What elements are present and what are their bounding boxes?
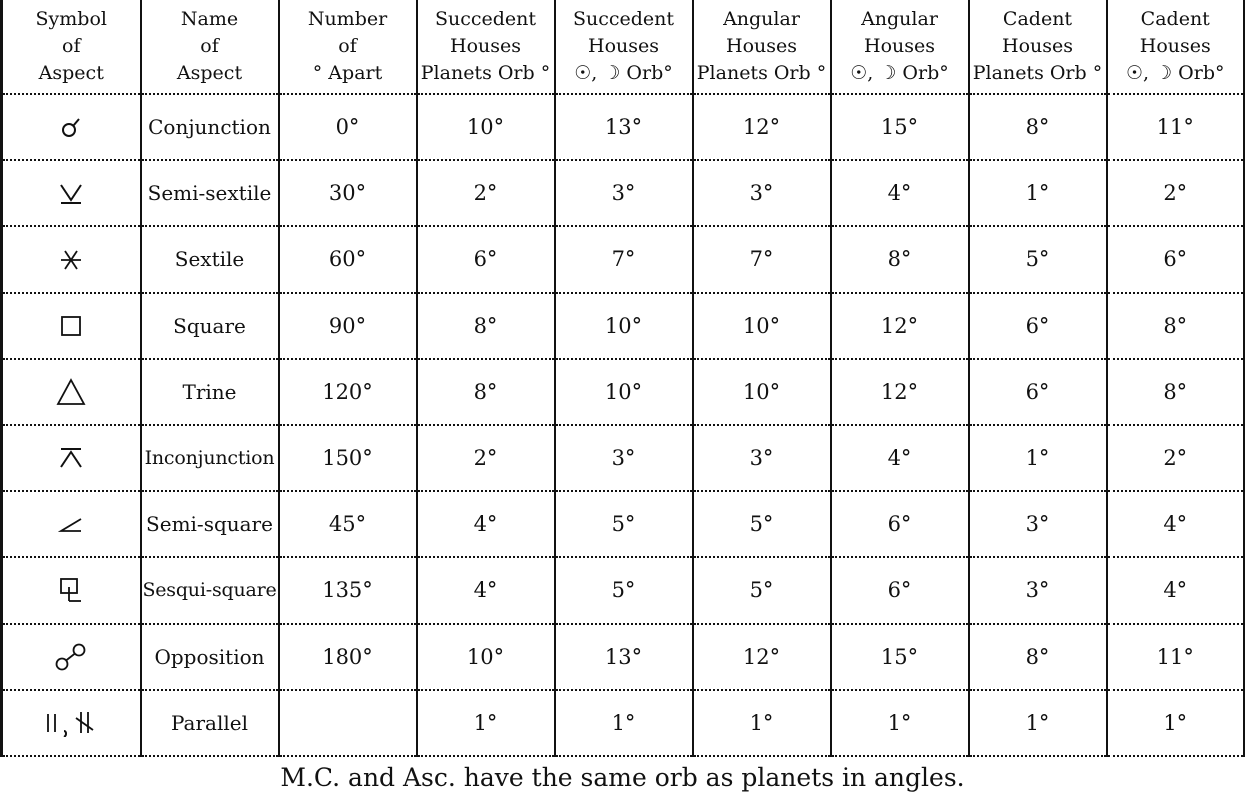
orb-cadent-planets: 1° [969,160,1107,226]
orb-succedent-luminaries: 5° [555,491,693,557]
orb-angular-luminaries: 12° [831,359,969,425]
orb-succedent-luminaries: 13° [555,624,693,690]
orb-succedent-luminaries: 3° [555,425,693,491]
orb-angular-luminaries: 15° [831,624,969,690]
sesqui-square-icon [58,576,84,604]
header-symbol: Symbol of Aspect [2,0,141,94]
symbol-cell [2,226,141,292]
aspect-name: Parallel [141,690,279,756]
orb-cadent-luminaries: 4° [1107,557,1245,623]
orb-succedent-planets: 10° [417,94,555,160]
symbol-cell [2,94,141,160]
orb-angular-planets: 5° [693,557,831,623]
orb-angular-luminaries: 6° [831,557,969,623]
table-row [2,226,1245,292]
opposition-icon [54,642,88,672]
orb-angular-planets: 12° [693,624,831,690]
orb-cadent-planets: 8° [969,624,1107,690]
orb-cadent-planets: 3° [969,557,1107,623]
orb-angular-luminaries: 15° [831,94,969,160]
orb-succedent-planets: 8° [417,293,555,359]
orb-angular-luminaries: 4° [831,160,969,226]
orb-cadent-planets: 8° [969,94,1107,160]
orb-cadent-luminaries: 8° [1107,293,1245,359]
orb-succedent-planets: 10° [417,624,555,690]
orb-succedent-luminaries: 7° [555,226,693,292]
symbol-cell [2,359,141,425]
aspect-name: Semi-sextile [141,160,279,226]
symbol-cell [2,293,141,359]
header-cadent-luminaries: Cadent Houses ☉, ☽ Orb° [1107,0,1245,94]
aspect-name: Square [141,293,279,359]
table-row [2,293,1245,359]
degrees-apart: 180° [279,624,417,690]
table-row [2,491,1245,557]
degrees-apart: 30° [279,160,417,226]
header-succedent-planets: Succedent Houses Planets Orb ° [417,0,555,94]
orb-angular-planets: 7° [693,226,831,292]
orb-cadent-luminaries: 4° [1107,491,1245,557]
sextile-icon [58,247,84,273]
degrees-apart: 45° [279,491,417,557]
header-angular-planets: Angular Houses Planets Orb ° [693,0,831,94]
orb-cadent-planets: 1° [969,690,1107,756]
orb-succedent-luminaries: 1° [555,690,693,756]
orb-succedent-planets: 4° [417,557,555,623]
orb-cadent-luminaries: 8° [1107,359,1245,425]
table-row [2,160,1245,226]
table-row [2,557,1245,623]
orb-cadent-luminaries: 11° [1107,624,1245,690]
symbol-cell [2,557,141,623]
header-cadent-planets: Cadent Houses Planets Orb ° [969,0,1107,94]
degrees-apart: 150° [279,425,417,491]
orb-angular-planets: 12° [693,94,831,160]
degrees-apart: 0° [279,94,417,160]
conjunction-icon [58,114,84,140]
table-row [2,359,1245,425]
orb-cadent-luminaries: 6° [1107,226,1245,292]
orb-angular-planets: 3° [693,425,831,491]
table-row [2,690,1245,756]
orb-succedent-luminaries: 10° [555,293,693,359]
orb-succedent-luminaries: 13° [555,94,693,160]
table-row [2,624,1245,690]
degrees-apart: 135° [279,557,417,623]
header-succedent-luminaries: Succedent Houses ☉, ☽ Orb° [555,0,693,94]
orb-succedent-planets: 4° [417,491,555,557]
header-row [2,0,1245,94]
orb-angular-planets: 10° [693,293,831,359]
symbol-cell [2,624,141,690]
orb-angular-luminaries: 8° [831,226,969,292]
orb-succedent-planets: 1° [417,690,555,756]
symbol-cell [2,425,141,491]
orb-cadent-planets: 5° [969,226,1107,292]
orb-angular-luminaries: 4° [831,425,969,491]
trine-icon [56,378,86,406]
footnote: M.C. and Asc. have the same orb as planets in angles. [280,763,965,792]
parallel-icon [39,709,103,737]
table-row [2,94,1245,160]
orb-angular-luminaries: 6° [831,491,969,557]
header-degrees-apart: Number of ° Apart [279,0,417,94]
header-name: Name of Aspect [141,0,279,94]
symbol-cell [2,160,141,226]
orb-cadent-luminaries: 11° [1107,94,1245,160]
orb-succedent-planets: 8° [417,359,555,425]
orb-cadent-luminaries: 1° [1107,690,1245,756]
orb-angular-planets: 3° [693,160,831,226]
aspect-name: Sextile [141,226,279,292]
aspect-name: Semi-square [141,491,279,557]
aspect-name: Sesqui-square [141,557,279,623]
orb-succedent-luminaries: 10° [555,359,693,425]
orb-cadent-planets: 3° [969,491,1107,557]
aspect-name: Inconjunction [141,425,279,491]
degrees-apart [279,690,417,756]
symbol-cell [2,690,141,756]
semi-sextile-icon [58,181,84,207]
table-row [2,425,1245,491]
orb-succedent-planets: 6° [417,226,555,292]
orb-angular-planets: 1° [693,690,831,756]
orb-angular-planets: 10° [693,359,831,425]
square-icon [58,313,84,339]
orb-cadent-planets: 1° [969,425,1107,491]
orb-angular-luminaries: 12° [831,293,969,359]
orb-succedent-luminaries: 5° [555,557,693,623]
degrees-apart: 120° [279,359,417,425]
orb-cadent-planets: 6° [969,293,1107,359]
semi-square-icon [58,511,84,537]
orb-angular-planets: 5° [693,491,831,557]
orb-angular-luminaries: 1° [831,690,969,756]
header-angular-luminaries: Angular Houses ☉, ☽ Orb° [831,0,969,94]
degrees-apart: 90° [279,293,417,359]
orb-cadent-planets: 6° [969,359,1107,425]
symbol-cell [2,491,141,557]
aspect-name: Trine [141,359,279,425]
orb-cadent-luminaries: 2° [1107,160,1245,226]
orb-succedent-planets: 2° [417,160,555,226]
orb-succedent-planets: 2° [417,425,555,491]
aspect-name: Opposition [141,624,279,690]
aspect-name: Conjunction [141,94,279,160]
orb-cadent-luminaries: 2° [1107,425,1245,491]
inconjunction-icon [58,445,84,471]
degrees-apart: 60° [279,226,417,292]
orb-succedent-luminaries: 3° [555,160,693,226]
